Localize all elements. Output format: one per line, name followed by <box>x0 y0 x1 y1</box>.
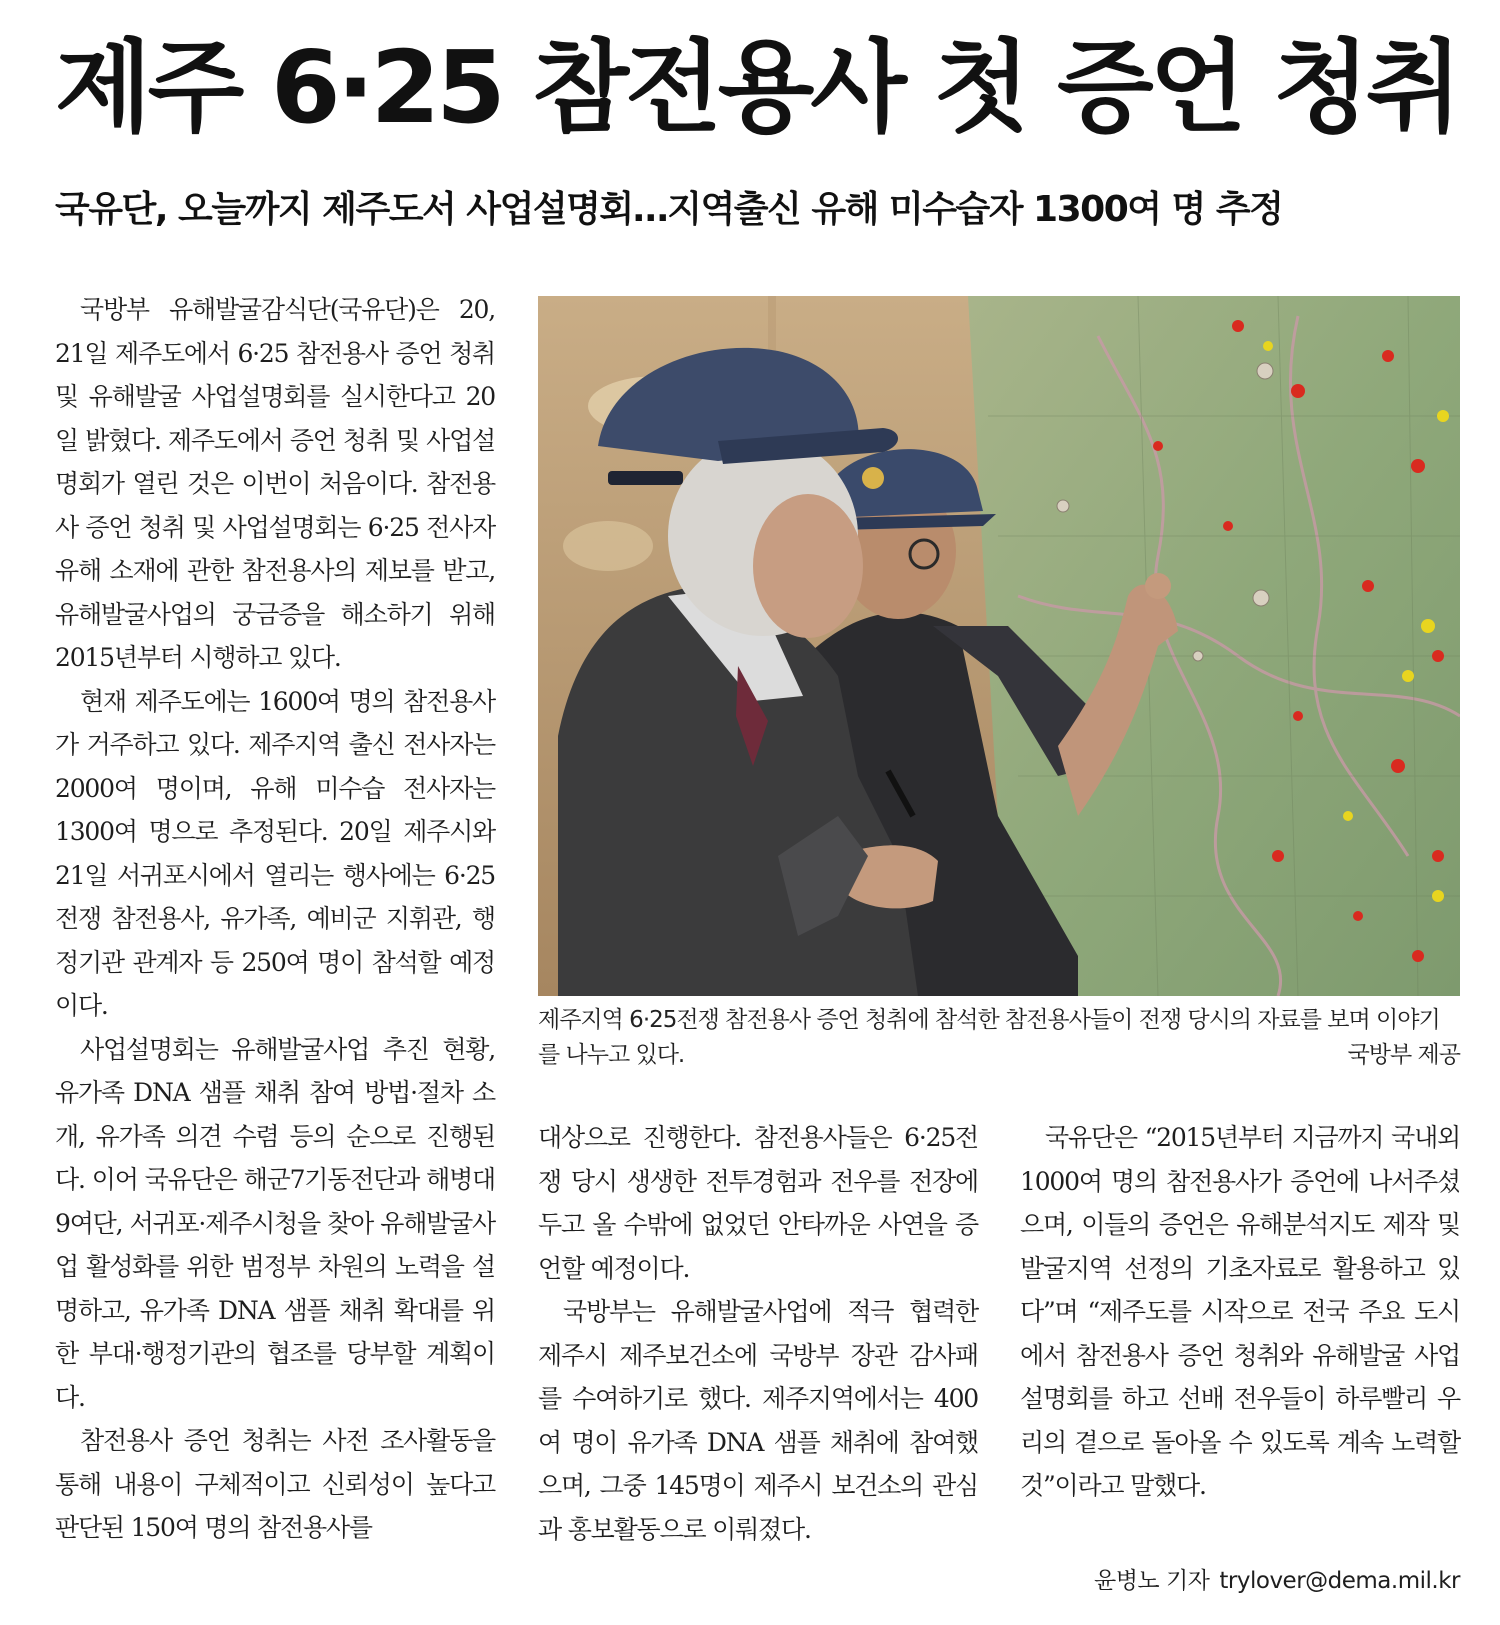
paragraph: 대상으로 진행한다. 참전용사들은 6·25전쟁 당시 생생한 전투경험과 전우를 전장에 두고 올 수밖에 없었던 안타까운 사연을 증언할 예정이다. <box>538 1123 978 1283</box>
reporter-name: 윤병노 기자 <box>1093 1568 1210 1594</box>
paragraph: 사업설명회는 유해발굴사업 추진 현황, 유가족 DNA 샘플 채취 참여 방법·절차 소개, 유가족 의견 수렴 등의 순으로 진행된다. 이어 국유단은 해군7기동전단과 해병대9여단, 서귀포·제주시청을 찾아 유해발굴사업 활성화를 위한 범정부 차원의 노력을 설명하고, 유가족 DNA 샘플 채취 확대를 위한 부대·행정기관의 협조를 당부할 계획이다. <box>55 1034 495 1412</box>
veterans-at-map-illustration <box>538 296 1460 996</box>
caption-text: 제주지역 6·25전쟁 참전용사 증언 청취에 참석한 참전용사들이 전쟁 당시의 자료를 보며 이야기를 나누고 있다. <box>538 1007 1440 1068</box>
war-map <box>968 296 1460 996</box>
photo-credit: 국방부 제공 <box>1347 1042 1460 1068</box>
headline: 제주 6·25 참전용사 첫 증언 청취 <box>55 29 1459 146</box>
article-column-2 <box>538 1116 978 1551</box>
paragraph: 국방부 유해발굴감식단(국유단)은 20, 21일 제주도에서 6·25 참전용사 증언 청취 및 유해발굴 사업설명회를 실시한다고 20일 밝혔다. 제주도에서 증언 청취 및 사업설명회가 열린 것은 이번이 처음이다. 참전용사 증언 청취 및 사업설명회는 6·25 전사자 유해 소재에 관한 참전용사의 제보를 받고, 유해발굴사업의 궁금증을 해소하기 위해 2015년부터 시행하고 있다. <box>55 295 495 672</box>
subheadline: 국유단, 오늘까지 제주도서 사업설명회…지역출신 유해 미수습자 1300여 명 추정 <box>55 189 1283 230</box>
article-column-3 <box>1020 1116 1460 1508</box>
paragraph: 현재 제주도에는 1600여 명의 참전용사가 거주하고 있다. 제주지역 출신 전사자는 2000여 명이며, 유해 미수습 전사자는 1300여 명으로 추정된다. 20일 제주시와 21일 서귀포시에서 열리는 행사에는 6·25전쟁 참전용사, 유가족, 예비군 지휘관, 행정기관 관계자 등 250여 명이 참석할 예정이다. <box>55 686 495 1020</box>
article-column-1 <box>55 288 495 1550</box>
news-photo <box>538 296 1460 996</box>
photo-caption <box>538 1003 1460 1073</box>
paragraph: 국방부는 유해발굴사업에 적극 협력한 제주시 제주보건소에 국방부 장관 감사패를 수여하기로 했다. 제주지역에서는 400여 명이 유가족 DNA 샘플 채취에 참여했으며, 그중 145명이 제주시 보건소의 관심과 홍보활동으로 이뤄졌다. <box>538 1297 978 1544</box>
paragraph: 국유단은 “2015년부터 지금까지 국내외 1000여 명의 참전용사가 증언에 나서주셨으며, 이들의 증언은 유해분석지도 제작 및 발굴지역 선정의 기초자료로 활용하고 있다”며 “제주도를 시작으로 전국 주요 도시에서 참전용사 증언 청취와 유해발굴 사업설명회를 하고 선배 전우들이 하루빨리 우리의 곁으로 돌아올 수 있도록 계속 노력할 것”이라고 말했다. <box>1020 1123 1460 1500</box>
paragraph: 참전용사 증언 청취는 사전 조사활동을 통해 내용이 구체적이고 신뢰성이 높다고 판단된 150여 명의 참전용사를 <box>55 1426 495 1542</box>
byline <box>1094 1562 1460 1595</box>
reporter-email: trylover@dema.mil.kr <box>1219 1568 1460 1594</box>
